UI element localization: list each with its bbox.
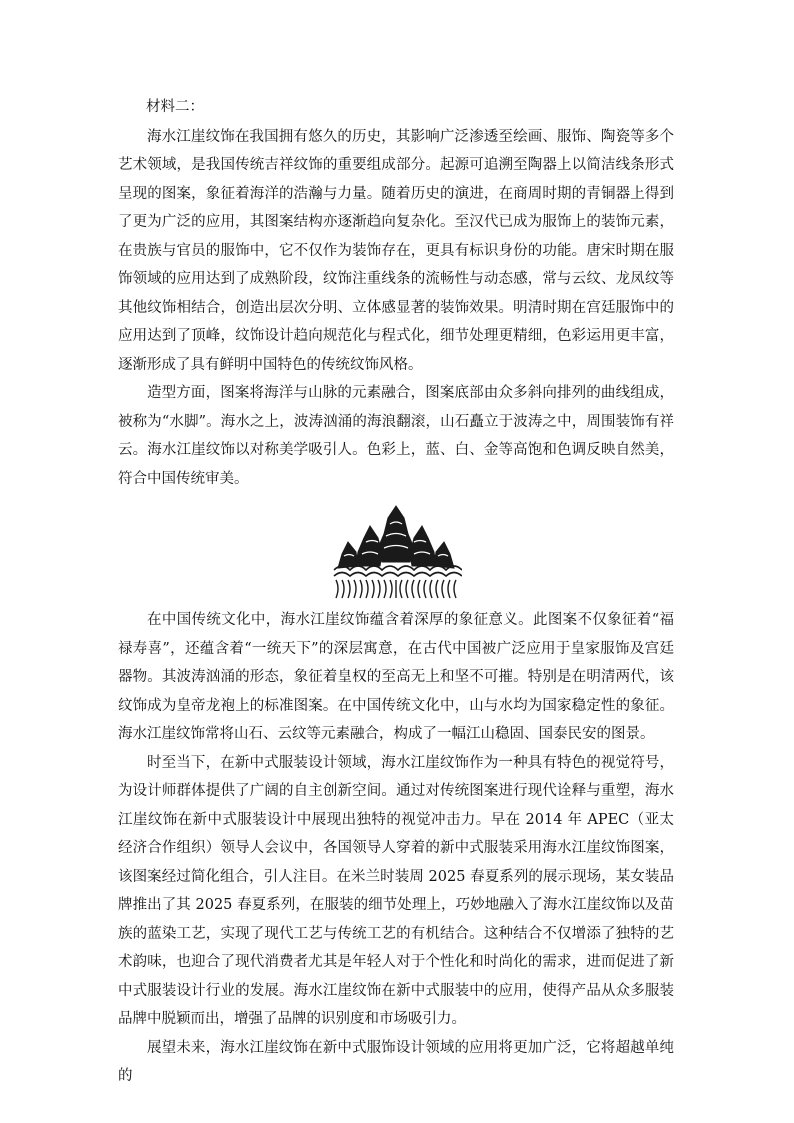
paragraph-form: 造型方面，图案将海洋与山脉的元素融合，图案底部由众多斜向排列的曲线组成，被称为“水脚”。海水之上，波涛汹涌的海浪翻滚，山石矗立于波涛之中，周围装饰有祥云。海水江崖纹饰以对称美学吸引人。色彩上，蓝、白、金等高饱和色调反映自然美，符合中国传统审美。: [118, 385, 674, 487]
paragraph-symbolism: 在中国传统文化中，海水江崖纹饰蕴含着深厚的象征意义。此图案不仅象征着“福禄寿喜”，还蕴含着“一统天下”的深层寓意，在古代中国被广泛应用于皇家服饰及宫廷器物。其波涛汹涌的形态，象征着皇权的至高无上和坚不可摧。特别是在明清两代，该纹饰成为皇帝龙袍上的标准图案。在中国传统文化中，山与水均为国家稳定性的象征。海水江崖纹饰常将山石、云纹等元素融合，构成了一幅江山稳固、国泰民安的图景。: [118, 612, 674, 742]
paragraph-outlook: 展望未来，海水江崖纹饰在新中式服饰设计领域的应用将更加广泛，它将超越单纯的: [118, 1039, 674, 1084]
material-heading: 材料二：: [146, 99, 204, 115]
paragraph-history: 海水江崖纹饰在我国拥有悠久的历史，其影响广泛渗透至绘画、服饰、陶瓷等多个艺术领域，是我国传统吉祥纹饰的重要组成部分。起源可追溯至陶器上以简洁线条形式呈现的图案，象征着海洋的浩瀚与力量。随着历史的演进，在商周时期的青铜器上得到了更为广泛的应用，其图案结构亦逐渐趋向复杂化。至汉代已成为服饰上的装饰元素，在贵族与官员的服饰中，它不仅作为装饰存在，更具有标识身份的功能。唐宋时期在服饰领域的应用达到了成熟阶段，纹饰注重线条的流畅性与动态感，常与云纹、龙凤纹等其他纹饰相结合，创造出层次分明、立体感显著的装饰效果。明清时期在宫廷服饰中的应用达到了顶峰，纹饰设计趋向规范化与程式化，细节处理更精细，色彩运用更丰富，逐渐形成了具有鲜明中国特色的传统纹饰风格。: [118, 128, 674, 373]
paragraph-modern-design: 时至当下，在新中式服装设计领域，海水江崖纹饰作为一种具有特色的视觉符号，为设计师群体提供了广阔的自主创新空间。通过对传统图案进行现代诠释与重塑，海水江崖纹饰在新中式服装设计中展现出独特的视觉冲击力。早在 2014 年 APEC（亚太经济合作组织）领导人会议中，各国领导人穿着的新中式服装采用海水江崖纹饰图案，该图案经过简化组合，引人注目。在米兰时装周 2025 春夏系列的展示现场，某女装品牌推出了其 2025 春夏系列，在服装的细节处理上，巧妙地融入了海水江崖纹饰以及苗族的蓝染工艺，实现了现代工艺与传统工艺的有机结合。这种结合不仅增添了独特的艺术韵味，也迎合了现代消费者尤其是年轻人对于个性化和时尚化的需求，进而促进了新中式服装设计行业的发展。海水江崖纹饰在新中式服装中的应用，使得产品从众多服装品牌中脱颖而出，增强了品牌的识别度和市场吸引力。: [118, 754, 674, 1027]
article-body: [118, 93, 674, 1091]
haishui-jiangya-pattern-icon: [330, 504, 462, 600]
pattern-figure: [118, 504, 674, 600]
